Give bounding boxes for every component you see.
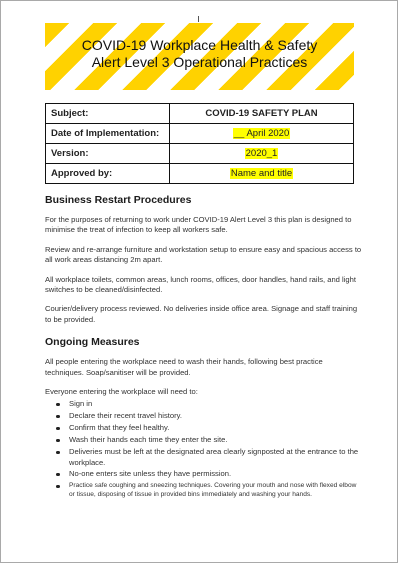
row-label-version: Version: xyxy=(46,144,170,164)
safety-plan-table xyxy=(45,103,354,184)
approver-highlight: Name and title xyxy=(230,168,293,179)
paragraph: All workplace toilets, common areas, lunch rooms, offices, door handles, hand rails, and light switches to be cleaned/disinfected. xyxy=(45,274,356,295)
title-line-2: Alert Level 3 Operational Practices xyxy=(91,54,308,70)
row-value-date-cell xyxy=(170,124,354,144)
row-label-approved: Approved by: xyxy=(46,164,170,184)
table-row xyxy=(46,104,354,124)
list-item: Deliveries must be left at the designated area clearly signposted at the entrance to the workplace. xyxy=(69,447,363,468)
requirements-list xyxy=(45,399,363,499)
list-item: Declare their recent travel history. xyxy=(69,411,363,421)
date-highlight: __ April 2020 xyxy=(233,128,290,139)
row-value-version-cell xyxy=(170,144,354,164)
list-item: Confirm that they feel healthy. xyxy=(69,423,363,433)
row-value-subject: COVID-19 SAFETY PLAN xyxy=(170,104,354,124)
row-label-date: Date of Implementation: xyxy=(46,124,170,144)
list-item: No-one enters site unless they have permission. xyxy=(69,469,363,479)
row-label-subject: Subject: xyxy=(46,104,170,124)
version-highlight: 2020_1 xyxy=(245,148,278,159)
cursor-mark xyxy=(198,16,199,22)
document-title xyxy=(45,37,354,71)
table-row xyxy=(46,124,354,144)
paragraph: Courier/delivery process reviewed. No deliveries inside office area. Signage and staff training to be provided. xyxy=(45,304,358,324)
document-body xyxy=(45,194,363,501)
row-value-approved-cell xyxy=(170,164,354,184)
list-item: Sign in xyxy=(69,399,363,409)
table-row xyxy=(46,144,354,164)
heading-ongoing: Ongoing Measures xyxy=(45,336,140,349)
list-item: Practice safe coughing and sneezing techniques. Covering your mouth and nose with flexed elbow or tissue, disposing of tissue in provided bins immediately and washing your hands. xyxy=(69,481,363,499)
paragraph: All people entering the workplace need to wash their hands, following best practice techniques. Soap/sanitiser will be provided. xyxy=(45,357,323,377)
title-banner xyxy=(45,23,354,90)
paragraph: Everyone entering the workplace will need to: xyxy=(45,387,198,397)
table-row xyxy=(46,164,354,184)
list-item: Wash their hands each time they enter the site. xyxy=(69,435,363,445)
heading-restart: Business Restart Procedures xyxy=(45,194,192,206)
title-line-1: COVID-19 Workplace Health & Safety xyxy=(81,37,318,53)
paragraph: For the purposes of returning to work under COVID-19 Alert Level 3 this plan is designed to minimise the treat of infection to keep all workers safe. xyxy=(45,215,352,235)
paragraph: Review and re-arrange furniture and workstation setup to ensure easy and spacious access to all work areas distancing 2m apart. xyxy=(45,244,362,265)
